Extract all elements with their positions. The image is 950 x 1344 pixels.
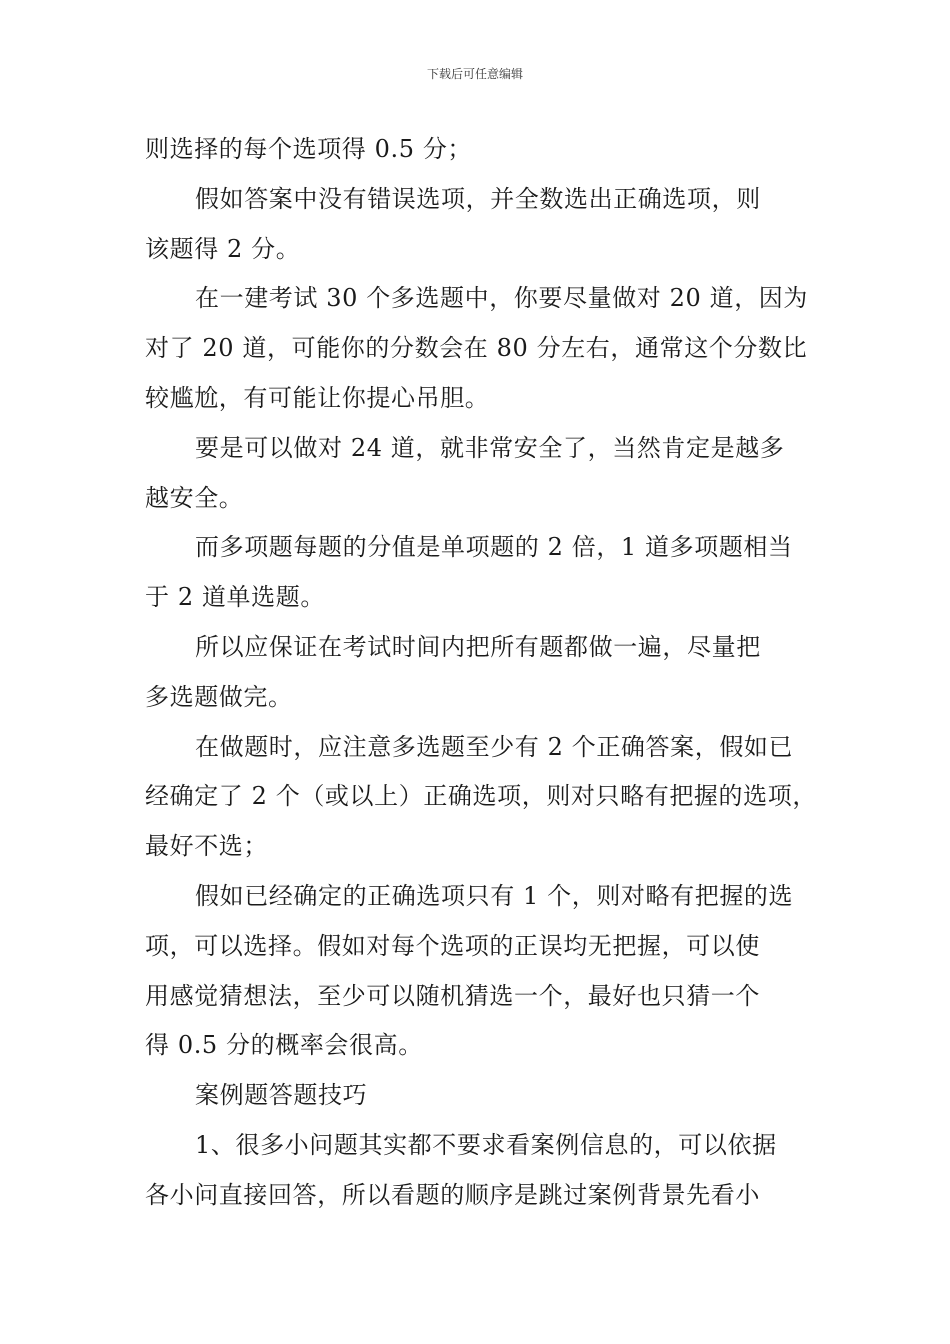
text-line: 最好不选； <box>145 832 268 861</box>
page-header: 下载后可任意编辑 <box>426 67 523 81</box>
text-line: 要是可以做对 24 道，就非常安全了，当然肯定是越多 <box>195 433 785 462</box>
text-line: 多选题做完。 <box>145 682 293 711</box>
text-line: 假如已经确定的正确选项只有 1 个，则对略有把握的选 <box>195 881 794 910</box>
text-line: 对了 20 道，可能你的分数会在 80 分左右，通常这个分数比 <box>145 334 808 363</box>
text-line: 假如答案中没有错误选项，并全数选出正确选项，则 <box>195 184 761 213</box>
text-line: 所以应保证在考试时间内把所有题都做一遍，尽量把 <box>195 632 761 661</box>
text-line: 而多项题每题的分值是单项题的 2 倍，1 道多项题相当 <box>195 533 793 562</box>
text-line: 1、很多小问题其实都不要求看案例信息的，可以依据 <box>195 1130 777 1159</box>
text-line: 该题得 2 分。 <box>145 234 301 263</box>
text-line: 在做题时，应注意多选题至少有 2 个正确答案，假如已 <box>195 732 794 761</box>
text-line: 用感觉猜想法，至少可以随机猜选一个，最好也只猜一个 <box>145 981 760 1010</box>
section-heading: 案例题答题技巧 <box>195 1081 368 1110</box>
text-line: 项，可以选择。假如对每个选项的正误均无把握，可以使 <box>145 931 760 960</box>
text-line: 得 0.5 分的概率会很高。 <box>145 1031 423 1060</box>
text-line: 较尴尬，有可能让你提心吊胆。 <box>145 383 490 412</box>
text-line: 在一建考试 30 个多选题中，你要尽量做对 20 道，因为 <box>195 284 808 313</box>
text-line: 各小问直接回答，所以看题的顺序是跳过案例背景先看小 <box>145 1180 760 1209</box>
text-line: 则选择的每个选项得 0.5 分； <box>145 135 473 163</box>
document-body <box>145 125 825 1221</box>
text-line: 越安全。 <box>145 483 244 512</box>
text-line: 于 2 道单选题。 <box>145 583 325 612</box>
text-line: 经确定了 2 个（或以上）正确选项，则对只略有把握的选项， <box>145 782 817 811</box>
